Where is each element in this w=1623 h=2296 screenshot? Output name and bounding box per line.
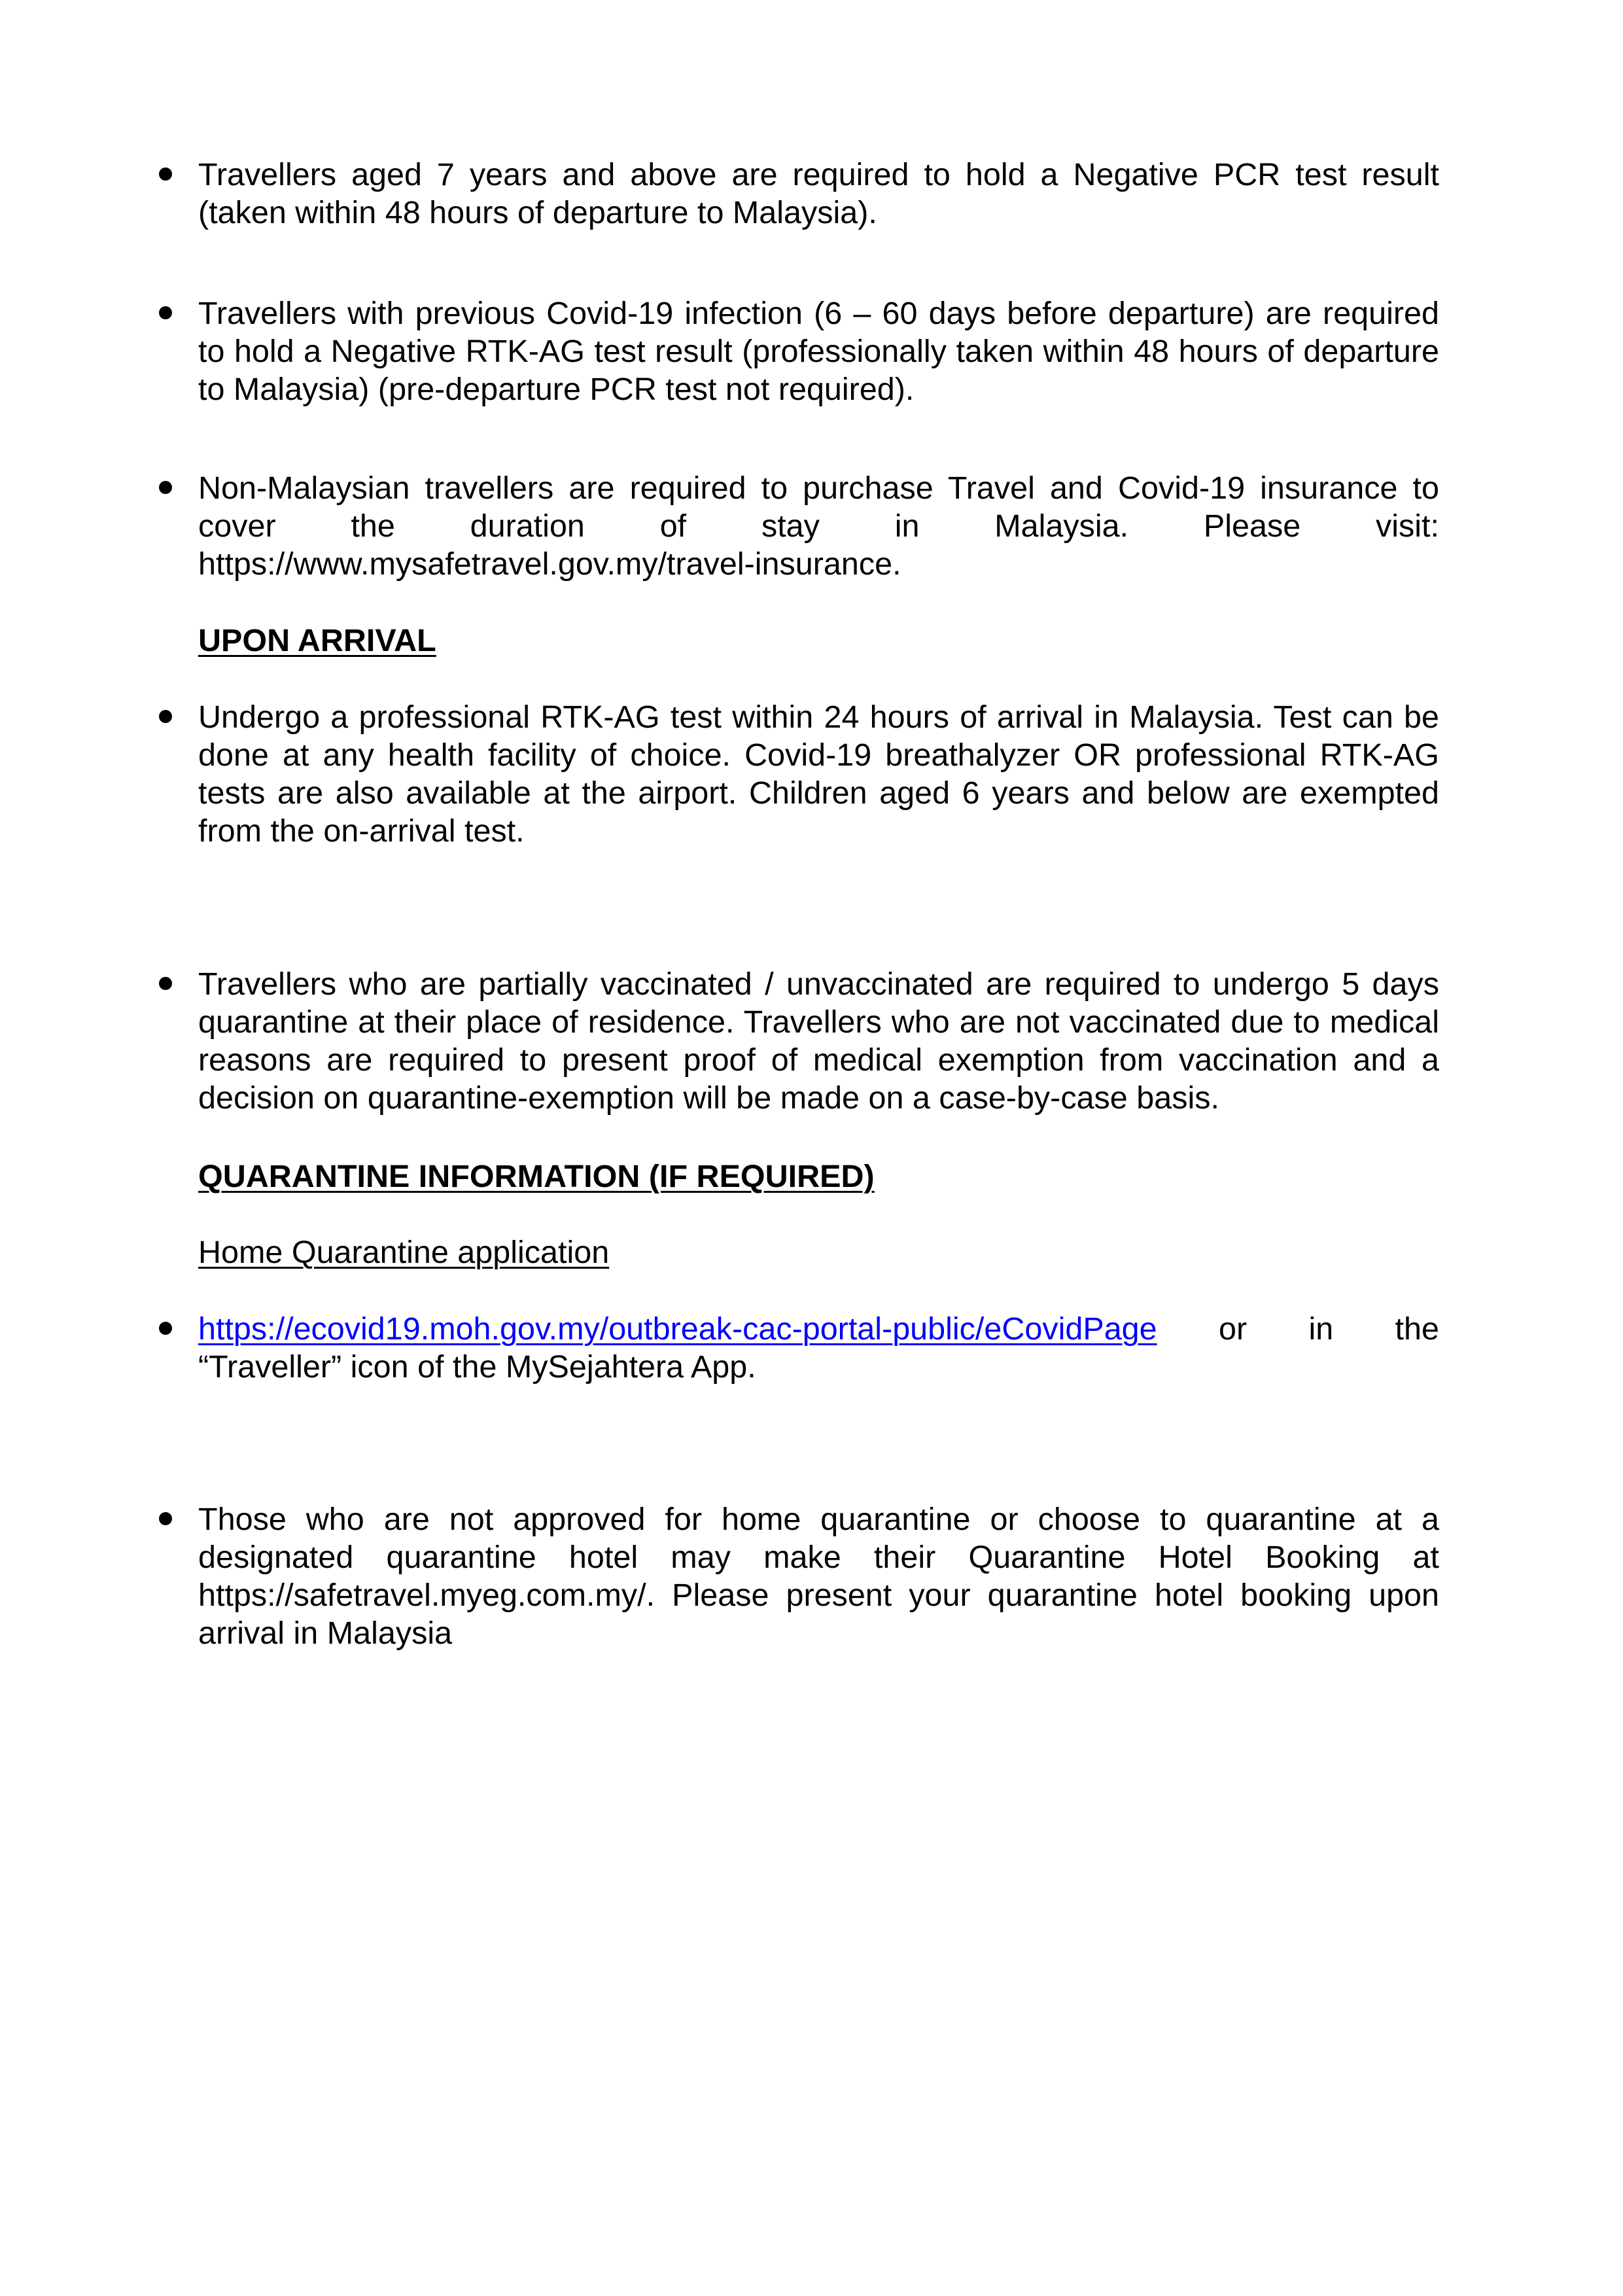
bullet-dot — [159, 1512, 172, 1525]
bullet-dot — [159, 481, 172, 494]
word-the: the — [1395, 1311, 1439, 1347]
upon-arrival-heading: UPON ARRIVAL — [198, 623, 436, 658]
insurance-url: https://www.mysafetravel.gov.my/travel-insurance. — [198, 546, 901, 582]
bullet-dot — [159, 710, 172, 723]
bullet-dot — [159, 168, 172, 181]
bullet-text-home-quarantine — [198, 1310, 1439, 1386]
bullet-text-arrival-test: Undergo a professional RTK-AG test within 24 hours of arrival in Malaysia. Test can be done at any health facility of choice. Covid-19 breathalyzer OR professional RTK-AG tests are also available at the airport. Children aged 6 years and below are exempted from the on-arrival test. — [198, 699, 1439, 849]
insurance-text: Non-Malaysian travellers are required to purchase Travel and Covid-19 insurance to cover the duration of stay in Malaysia. Please visit: — [198, 470, 1439, 544]
bullet-text-quarantine-hotel: Those who are not approved for home quarantine or choose to quarantine at a designated quarantine hotel may make their Quarantine Hotel Booking at https://safetravel.myeg.com.my/. Please present your quarantine hotel booking upon arrival in Malaysia — [198, 1502, 1439, 1651]
bullet-text-pcr-test: Travellers aged 7 years and above are required to hold a Negative PCR test result (taken within 48 hours of departure to Malaysia). — [198, 157, 1439, 230]
quarantine-info-heading: QUARANTINE INFORMATION (IF REQUIRED) — [198, 1159, 875, 1194]
home-quarantine-first-line — [198, 1310, 1439, 1348]
bullet-dot — [159, 1322, 172, 1335]
bullet-text-previous-infection: Travellers with previous Covid-19 infection (6 – 60 days before departure) are required to hold a Negative RTK-AG test result (professionally taken within 48 hours of departure to Malaysia) (pre-departure PCR test not required). — [198, 296, 1439, 407]
home-quarantine-subheading: Home Quarantine application — [198, 1235, 610, 1270]
home-quarantine-second-line: “Traveller” icon of the MySejahtera App. — [198, 1349, 756, 1385]
bullet-text-insurance — [198, 469, 1439, 583]
bullet-dot — [159, 977, 172, 990]
bullet-text-quarantine-rule: Travellers who are partially vaccinated / unvaccinated are required to undergo 5 days quarantine at their place of residence. Travellers who are not vaccinated due to medical reasons are required to present proof of medical exemption from vaccination and a decision on quarantine-exemption will be made on a case-by-case basis. — [198, 966, 1439, 1116]
word-or: or — [1218, 1311, 1248, 1347]
ecovid-portal-link[interactable]: https://ecovid19.moh.gov.my/outbreak-cac-portal-public/eCovidPage — [198, 1311, 1157, 1347]
word-in: in — [1308, 1311, 1334, 1347]
bullet-dot — [159, 306, 172, 319]
